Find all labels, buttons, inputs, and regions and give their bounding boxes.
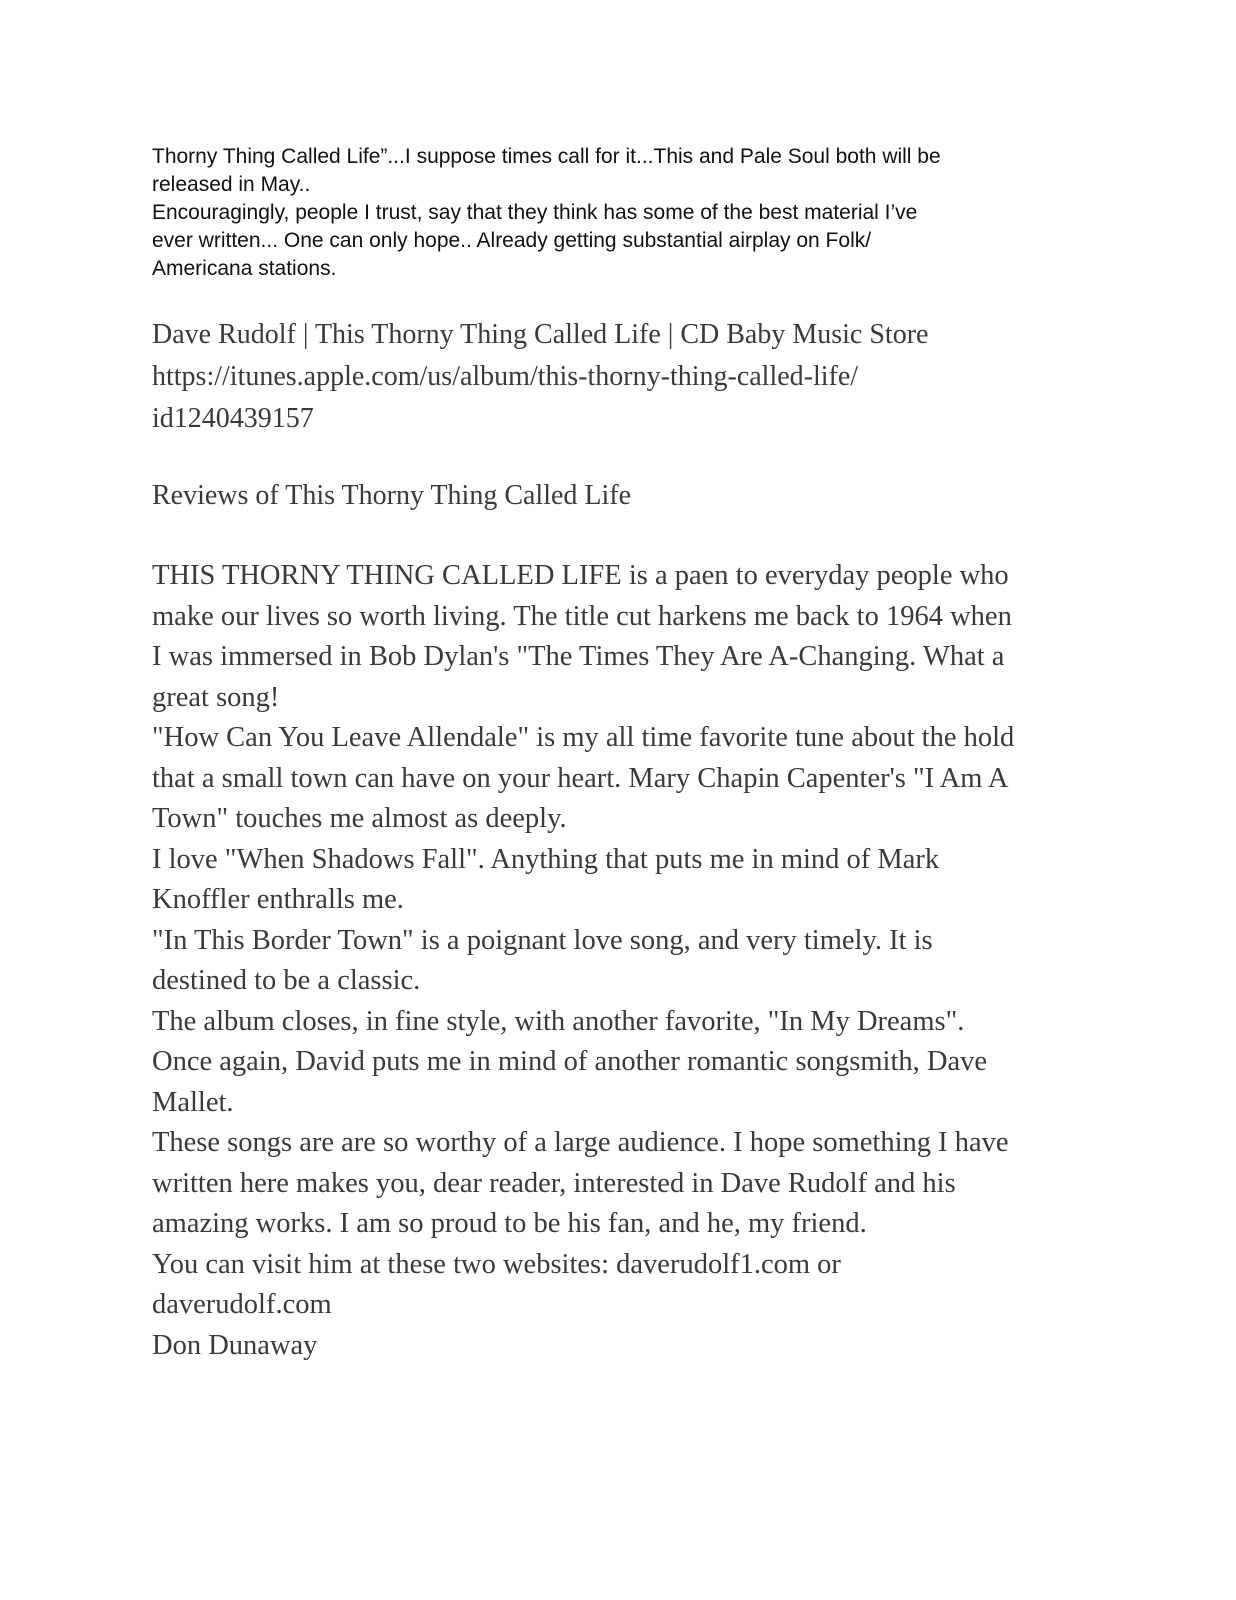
- review-text: [152, 556, 1112, 1366]
- review-line: written here makes you, dear reader, interested in Dave Rudolf and his: [152, 1167, 956, 1199]
- review-line: You can visit him at these two websites: daverudolf1.com or: [152, 1248, 841, 1280]
- reviewer-signature: Don Dunaway: [152, 1329, 318, 1361]
- review-line: I love "When Shadows Fall". Anything that puts me in mind of Mark: [152, 843, 940, 875]
- itunes-url-line: https://itunes.apple.com/us/album/this-thorny-thing-called-life/: [152, 361, 859, 392]
- intro-line: ever written... One can only hope.. Already getting substantial airplay on Folk/: [152, 229, 872, 252]
- review-line: Town" touches me almost as deeply.: [152, 803, 567, 834]
- intro-line: released in May..: [152, 173, 311, 196]
- review-line: make our lives so worth living. The title cut harkens me back to 1964 when: [152, 600, 1012, 632]
- review-line: Once again, David puts me in mind of another romantic songsmith, Dave: [152, 1046, 988, 1077]
- review-line: daverudolf.com: [152, 1289, 332, 1320]
- review-line: "How Can You Leave Allendale" is my all time favorite tune about the hold: [152, 722, 1015, 753]
- cd-baby-store-line: Dave Rudolf | This Thorny Thing Called Life | CD Baby Music Store: [152, 319, 929, 350]
- intro-line: Americana stations.: [152, 257, 337, 280]
- review-line: I was immersed in Bob Dylan's "The Times They Are A-Changing. What a: [152, 641, 1005, 672]
- itunes-url-line: id1240439157: [152, 403, 314, 434]
- review-line: destined to be a classic.: [152, 965, 421, 996]
- intro-paragraph: [152, 143, 1082, 283]
- review-line: amazing works. I am so proud to be his fan, and he, my friend.: [152, 1208, 867, 1239]
- review-line: great song!: [152, 681, 280, 713]
- review-line: Knoffler enthralls me.: [152, 884, 404, 915]
- reviews-heading: Reviews of This Thorny Thing Called Life: [152, 480, 632, 511]
- intro-line: Thorny Thing Called Life”...I suppose times call for it...This and Pale Soul both will be: [152, 145, 941, 168]
- album-links: [152, 314, 1112, 440]
- review-line: that a small town can have on your heart. Mary Chapin Capenter's "I Am A: [152, 762, 1009, 794]
- review-line: "In This Border Town" is a poignant love song, and very timely. It is: [152, 924, 933, 956]
- review-line: THIS THORNY THING CALLED LIFE is a paen to everyday people who: [152, 560, 1009, 591]
- review-line: Mallet.: [152, 1086, 234, 1118]
- review-line: The album closes, in fine style, with another favorite, "In My Dreams".: [152, 1005, 965, 1037]
- review-line: These songs are are so worthy of a large audience. I hope something I have: [152, 1127, 1009, 1158]
- intro-line: Encouragingly, people I trust, say that they think has some of the best material I’ve: [152, 201, 918, 224]
